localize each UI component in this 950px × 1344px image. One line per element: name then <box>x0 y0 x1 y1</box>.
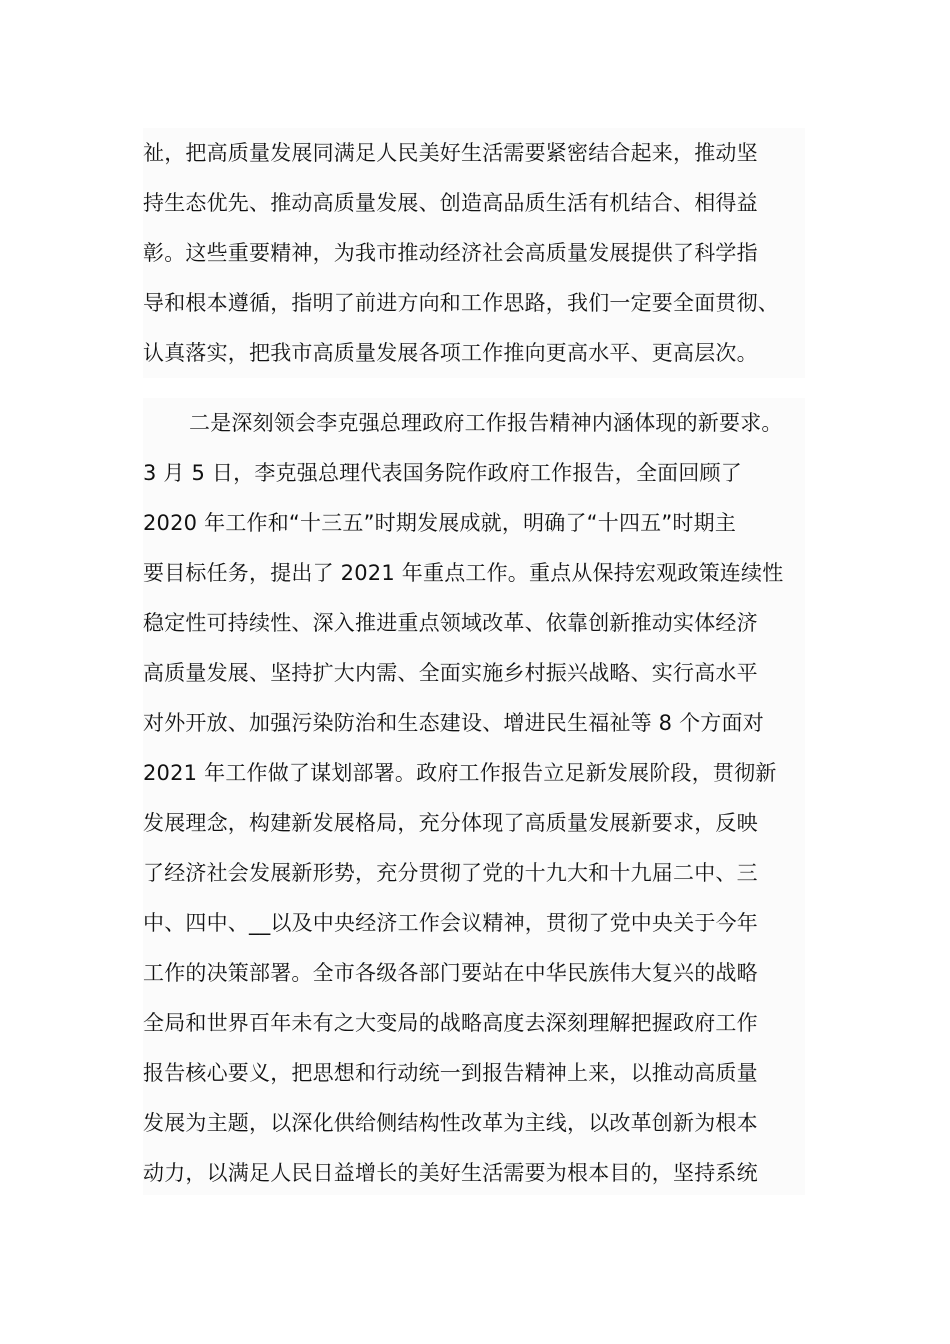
text-line: 持生态优先、推动高质量发展、创造高品质生活有机结合、相得益 <box>143 191 758 215</box>
text-line: 全局和世界百年未有之大变局的战略高度去深刻理解把握政府工作 <box>143 1011 758 1035</box>
text-line: 工作的决策部署。全市各级各部门要站在中华民族伟大复兴的战略 <box>143 961 758 985</box>
text-line: 彰。这些重要精神，为我市推动经济社会高质量发展提供了科学指 <box>143 241 758 265</box>
text-line: 导和根本遵循，指明了前进方向和工作思路，我们一定要全面贯彻、 <box>143 291 779 315</box>
text-line: 2020 年工作和“十三五”时期发展成就，明确了“十四五”时期主 <box>143 511 737 535</box>
text-line: 动力，以满足人民日益增长的美好生活需要为根本目的，坚持系统 <box>143 1161 758 1185</box>
text-line: 发展为主题，以深化供给侧结构性改革为主线，以改革创新为根本 <box>143 1111 758 1135</box>
text-line: 2021 年工作做了谋划部署。政府工作报告立足新发展阶段，贯彻新 <box>143 761 777 785</box>
text-line: 要目标任务，提出了 2021 年重点工作。重点从保持宏观政策连续性 <box>143 561 784 585</box>
text-line: 3 月 5 日，李克强总理代表国务院作政府工作报告，全面回顾了 <box>143 461 742 485</box>
text-line: 二是深刻领会李克强总理政府工作报告精神内涵体现的新要求。 <box>189 411 783 435</box>
text-line: 发展理念，构建新发展格局，充分体现了高质量发展新要求，反映 <box>143 811 758 835</box>
text-line: 中、四中、__以及中央经济工作会议精神，贯彻了党中央关于今年 <box>143 911 758 935</box>
paragraph-continued <box>143 128 805 378</box>
paragraph-second-point <box>143 398 805 1195</box>
text-line: 了经济社会发展新形势，充分贯彻了党的十九大和十九届二中、三 <box>143 861 758 885</box>
text-line: 对外开放、加强污染防治和生态建设、增进民生福祉等 8 个方面对 <box>143 711 764 735</box>
text-line: 报告核心要义，把思想和行动统一到报告精神上来，以推动高质量 <box>143 1061 758 1085</box>
text-line: 认真落实，把我市高质量发展各项工作推向更高水平、更高层次。 <box>143 341 758 365</box>
text-line: 稳定性可持续性、深入推进重点领域改革、依靠创新推动实体经济 <box>143 611 758 635</box>
text-line: 祉，把高质量发展同满足人民美好生活需要紧密结合起来，推动坚 <box>143 141 758 165</box>
text-line: 高质量发展、坚持扩大内需、全面实施乡村振兴战略、实行高水平 <box>143 661 758 685</box>
